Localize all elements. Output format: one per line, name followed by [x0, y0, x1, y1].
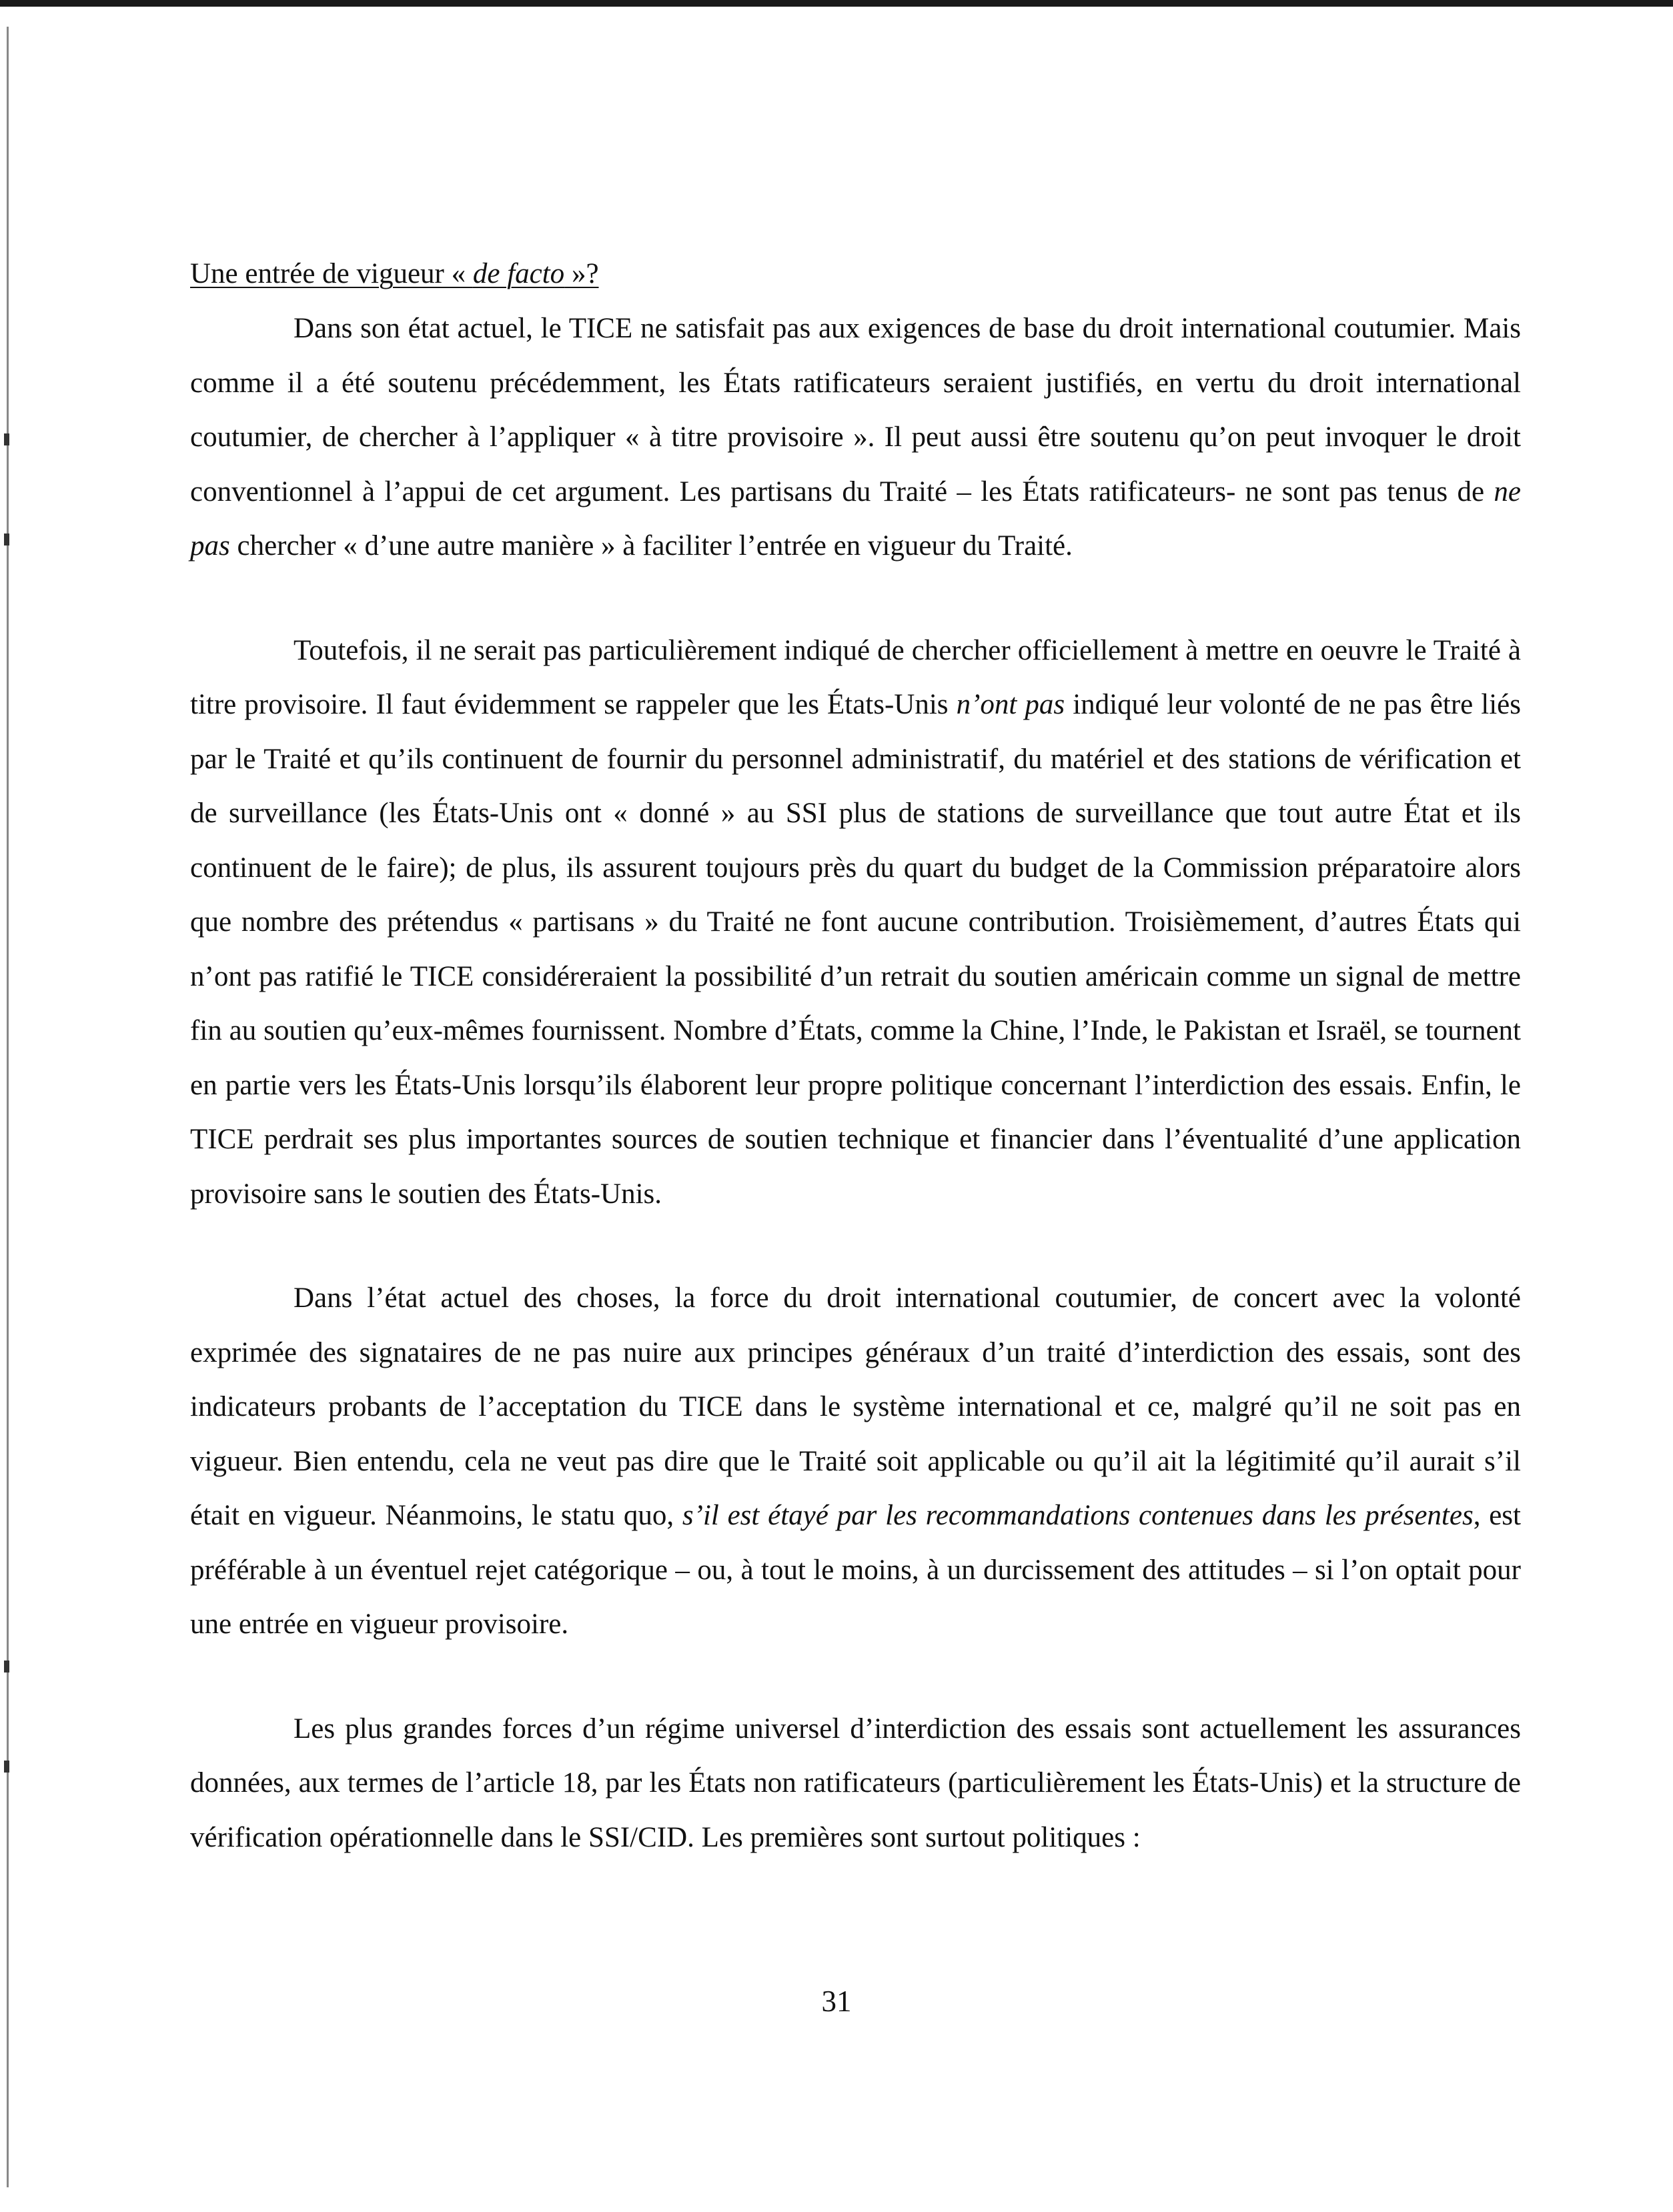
paragraph-1-italic: ne pas — [190, 475, 1521, 562]
page-number: 31 — [821, 1985, 852, 2018]
section-heading-text — [190, 258, 599, 289]
heading-suffix: »? — [564, 258, 599, 289]
scan-mark — [4, 533, 9, 545]
paragraph-1 — [190, 301, 1521, 574]
paragraph-1-text-a: Dans son état actuel, le TICE ne satisfait pas aux exigences de base du droit international coutumier. Mais comme il a été soutenu précédemment, les États ratificateurs seraient justifiés, en vertu du droit international coutumier, de chercher à l’appliquer « à titre provisoire ». Il peut aussi être soutenu qu’on peut invoquer le droit conventionnel à l’appui de cet argument. Les partisans du Traité – les États ratificateurs- ne sont pas tenus de — [190, 313, 1521, 507]
scan-mark — [4, 1761, 9, 1773]
heading-italic: de facto — [472, 258, 565, 289]
left-scan-edge — [7, 27, 9, 2187]
paragraph-gap — [190, 1652, 1521, 1702]
paragraph-3 — [190, 1271, 1521, 1652]
paragraph-2-italic: n’ont pas — [956, 689, 1065, 720]
paragraph-gap — [190, 1221, 1521, 1271]
section-heading — [190, 247, 1521, 301]
paragraph-4 — [190, 1702, 1521, 1865]
paragraph-2-text-b: indiqué leur volonté de ne pas être liés par le Traité et qu’ils continuent de fournir du personnel administratif, du matériel et des stations de vérification et de surveillance (les États-Unis ont « donné » au SSI plus de stations de surveillance que tout autre État et ils continuent de le faire); de plus, ils assurent toujours près du quart du budget de la Commission préparatoire alors que nombre des prétendus « partisans » du Traité ne font aucune contribution. Troisièmement, d’autres États qui n’ont pas ratifié le TICE considéreraient la possibilité d’un retrait du soutien américain comme un signal de mettre fin au soutien qu’eux-mêmes fournissent. Nombre d’États, comme la Chine, l’Inde, le Pakistan et Israël, se tournent en partie vers les États-Unis lorsqu’ils élaborent leur propre politique concernant l’interdiction des essais. Enfin, le TICE perdrait ses plus importantes sources de soutien technique et financier dans l’éventualité d’une application provisoire sans le soutien des États-Unis. — [190, 689, 1522, 1210]
paragraph-3-text-b: , est préférable à un éventuel rejet catégorique – ou, à tout le moins, à un durcissement des attitudes – si l’on optait pour une entrée en vigueur provisoire. — [190, 1500, 1521, 1640]
paragraph-2-text-a: Toutefois, il ne serait pas particulièrement indiqué de chercher officiellement à mettre en oeuvre le Traité à titre provisoire. Il faut évidemment se rappeler que les États-Unis — [190, 634, 1521, 720]
paragraph-2 — [190, 624, 1521, 1222]
paragraph-3-italic: s’il est étayé par les recommandations contenues dans les présentes — [682, 1500, 1474, 1531]
paragraph-4-text: Les plus grandes forces d’un régime universel d’interdiction des essais sont actuellement les assurances données, aux termes de l’article 18, par les États non ratificateurs (particulièrement les États-Unis) et la structure de vérification opérationnelle dans le SSI/CID. Les premières sont surtout politiques : — [190, 1713, 1521, 1853]
heading-prefix: Une entrée de vigueur « — [190, 258, 473, 289]
top-scan-border — [0, 0, 1673, 7]
scan-mark — [4, 1661, 9, 1673]
scan-mark — [4, 433, 9, 445]
paragraph-gap — [190, 574, 1521, 624]
paragraph-1-text-b: chercher « d’une autre manière » à faciliter l’entrée en vigueur du Traité. — [229, 530, 1073, 562]
paragraph-3-text-a: Dans l’état actuel des choses, la force du droit international coutumier, de concert avec la volonté exprimée des signataires de ne pas nuire aux principes généraux d’un traité d’interdiction des essais, sont des indicateurs probants de l’acceptation du TICE dans le système international et ce, malgré qu’il ne soit pas en vigueur. Bien entendu, cela ne veut pas dire que le Traité soit applicable ou qu’il ait la légitimité qu’il aurait s’il était en vigueur. Néanmoins, le statu quo, — [190, 1282, 1521, 1531]
page-body — [190, 247, 1521, 1865]
